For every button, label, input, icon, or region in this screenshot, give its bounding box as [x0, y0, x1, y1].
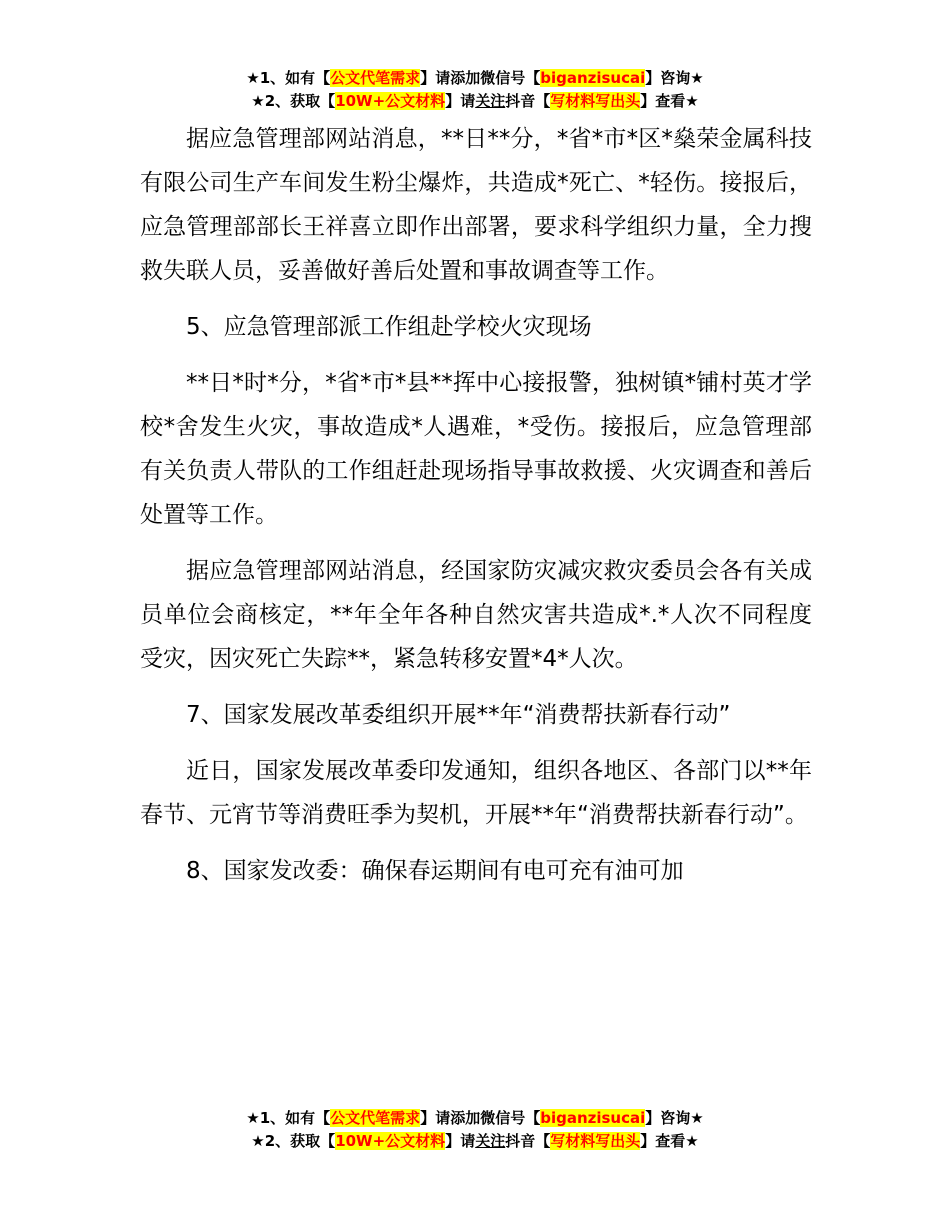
banner-text: 】请添加微信号【 — [420, 69, 541, 87]
banner-text: ★2、获取【 — [251, 1132, 336, 1150]
highlight-douyin-account: 写材料写出头 — [550, 92, 641, 110]
paragraph: 近日，国家发展改革委印发通知，组织各地区、各部门以**年春节、元宵节等消费旺季为契机，开展**年“消费帮扶新春行动”。 — [140, 758, 812, 828]
document-body — [140, 117, 812, 905]
paragraph: 据应急管理部网站消息，经国家防灾减灾救灾委员会各有关成员单位会商核定，**年全年各种自然灾害共造成*.*人次不同程度受灾，因灾死亡失踪**，紧急转移安置*4*人次。 — [140, 558, 812, 672]
highlight-ghostwriting: 公文代笔需求 — [330, 69, 421, 87]
header-banner — [0, 67, 950, 113]
banner-text: 】咨询★ — [645, 1109, 704, 1127]
section-heading: 8、国家发改委：确保春运期间有电可充有油可加 — [186, 858, 684, 884]
banner-line-1 — [0, 67, 950, 90]
banner-line-2 — [0, 1130, 950, 1153]
highlight-wechat-id: biganzisucai — [540, 1109, 646, 1127]
highlight-douyin-account: 写材料写出头 — [550, 1132, 641, 1150]
banner-text: 】请 — [445, 1132, 476, 1150]
banner-text: 】查看★ — [640, 1132, 699, 1150]
paragraph: 据应急管理部网站消息，**日**分，*省*市*区*燊荣金属科技有限公司生产车间发生粉尘爆炸，共造成*死亡、*轻伤。接报后，应急管理部部长王祥喜立即作出部署，要求科学组织力量，全力搜救失联人员，妥善做好善后处置和事故调查等工作。 — [140, 126, 812, 284]
paragraph: **日*时*分，*省*市*县**挥中心接报警，独树镇*铺村英才学校*舍发生火灾，事故造成*人遇难，*受伤。接报后，应急管理部有关负责人带队的工作组赶赴现场指导事故救援、火灾调查和善后处置等工作。 — [140, 370, 812, 528]
banner-line-1 — [0, 1107, 950, 1130]
banner-line-2 — [0, 90, 950, 113]
highlight-wechat-id: biganzisucai — [540, 69, 646, 87]
highlight-materials: 10W+公文材料 — [335, 1132, 446, 1150]
banner-text: 】查看★ — [640, 92, 699, 110]
underlined-follow: 关注 — [475, 1132, 506, 1150]
underlined-follow: 关注 — [475, 92, 506, 110]
banner-text: ★2、获取【 — [251, 92, 336, 110]
highlight-materials: 10W+公文材料 — [335, 92, 446, 110]
highlight-ghostwriting: 公文代笔需求 — [330, 1109, 421, 1127]
section-heading: 5、应急管理部派工作组赴学校火灾现场 — [186, 314, 592, 340]
banner-text: 】请 — [445, 92, 476, 110]
banner-text: 抖音【 — [505, 1132, 551, 1150]
section-heading: 7、国家发展改革委组织开展**年“消费帮扶新春行动” — [186, 702, 731, 728]
banner-text: 抖音【 — [505, 92, 551, 110]
footer-banner — [0, 1107, 950, 1153]
banner-text: ★1、如有【 — [246, 1109, 331, 1127]
banner-text: ★1、如有【 — [246, 69, 331, 87]
banner-text: 】咨询★ — [645, 69, 704, 87]
banner-text: 】请添加微信号【 — [420, 1109, 541, 1127]
